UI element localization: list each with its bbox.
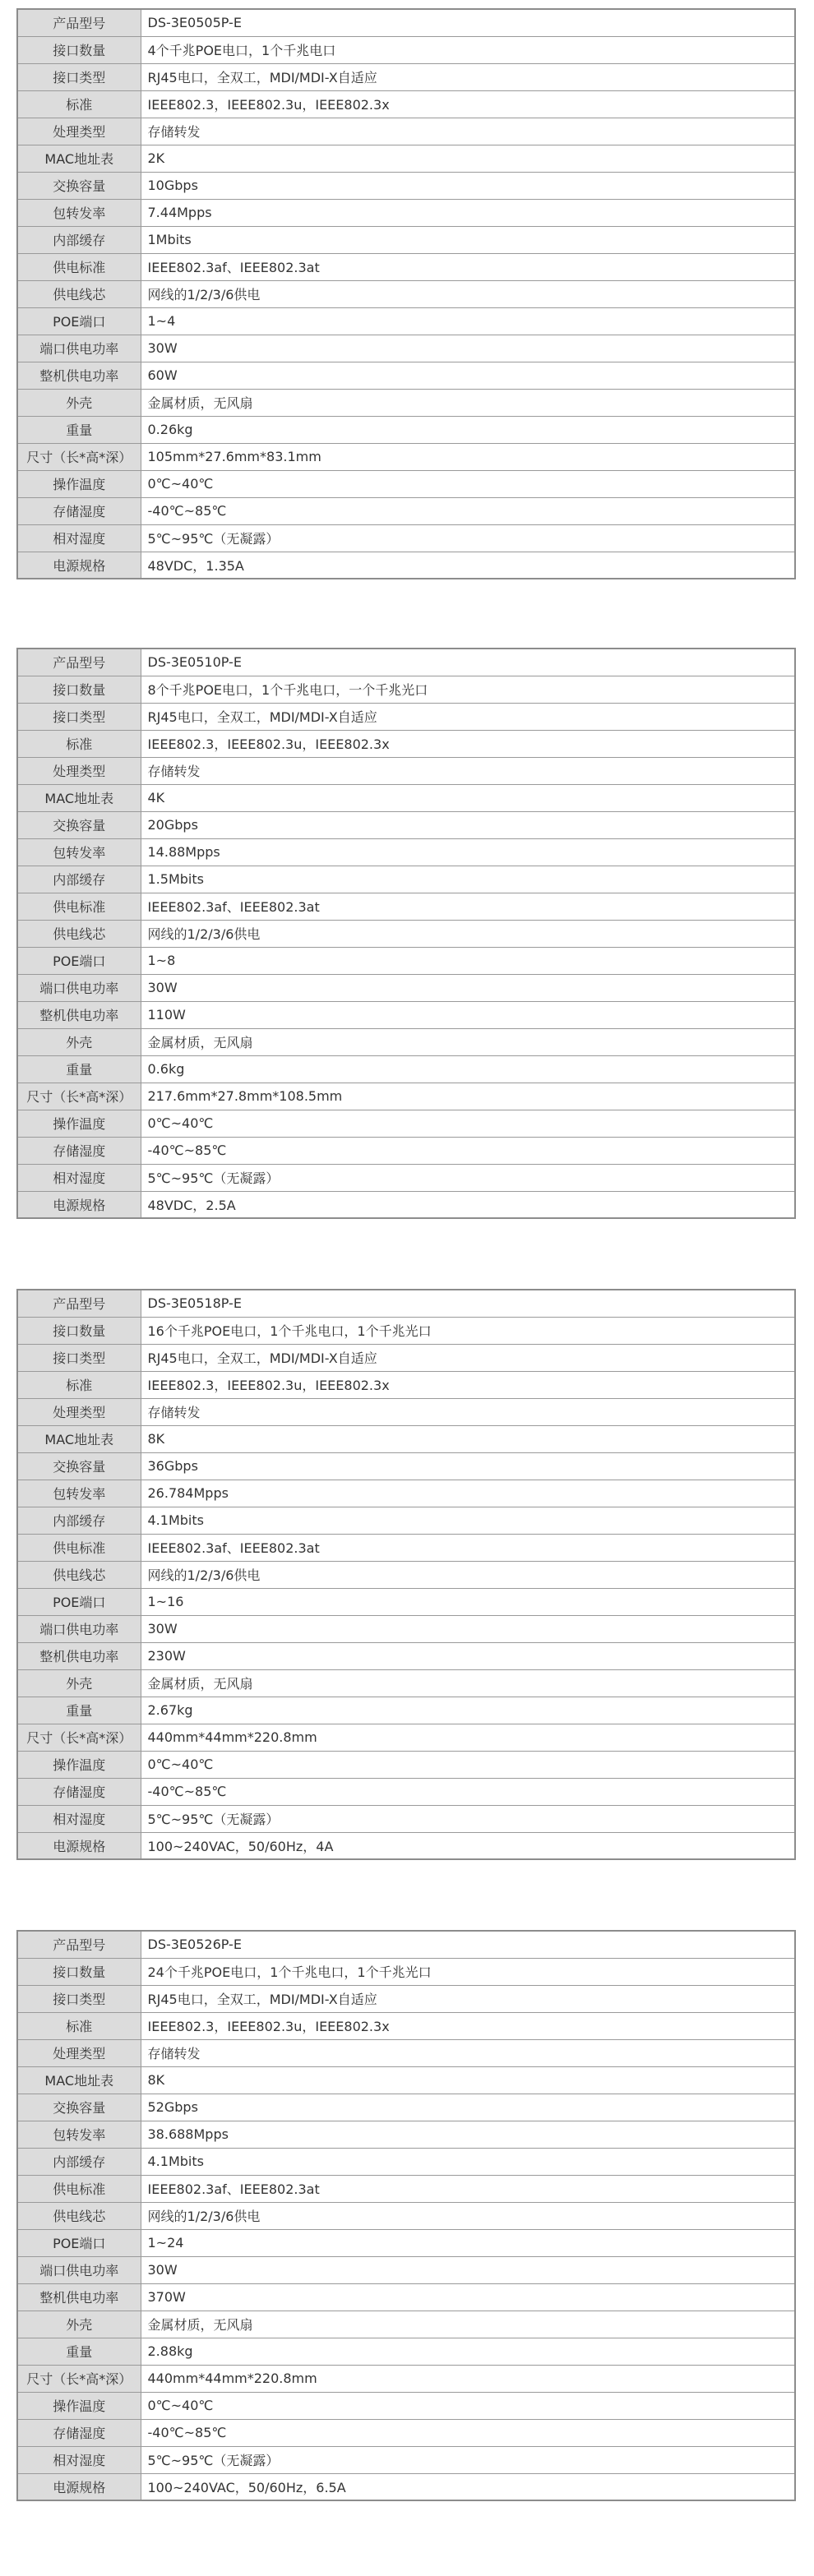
spec-value: 1Mbits bbox=[141, 226, 795, 253]
spec-row bbox=[17, 1344, 795, 1371]
spec-value: -40℃~85℃ bbox=[141, 1778, 795, 1805]
spec-label: 存储湿度 bbox=[17, 2419, 141, 2446]
spec-label: 整机供电功率 bbox=[17, 1642, 141, 1669]
spec-row bbox=[17, 2148, 795, 2175]
spec-value: 1~8 bbox=[141, 947, 795, 974]
spec-value: 1~16 bbox=[141, 1588, 795, 1615]
spec-label: 外壳 bbox=[17, 1028, 141, 1055]
spec-value: 7.44Mpps bbox=[141, 199, 795, 226]
spec-value: 440mm*44mm*220.8mm bbox=[141, 2365, 795, 2392]
spec-row bbox=[17, 838, 795, 866]
spec-row bbox=[17, 2175, 795, 2202]
spec-row bbox=[17, 2039, 795, 2066]
spec-label: 包转发率 bbox=[17, 199, 141, 226]
spec-row bbox=[17, 2365, 795, 2392]
spec-row bbox=[17, 362, 795, 389]
spec-value: 100~240VAC，50/60Hz，6.5A bbox=[141, 2473, 795, 2500]
spec-label: 相对湿度 bbox=[17, 2446, 141, 2473]
spec-value: DS-3E0510P-E bbox=[141, 649, 795, 676]
spec-label: 操作温度 bbox=[17, 470, 141, 497]
spec-value: IEEE802.3，IEEE802.3u，IEEE802.3x bbox=[141, 90, 795, 118]
spec-value: 金属材质，无风扇 bbox=[141, 389, 795, 416]
spec-row bbox=[17, 1001, 795, 1028]
spec-value: 金属材质，无风扇 bbox=[141, 2311, 795, 2338]
spec-row bbox=[17, 307, 795, 335]
spec-table-ds-3e0505p-e bbox=[16, 8, 796, 579]
spec-label: 交换容量 bbox=[17, 811, 141, 838]
spec-label: 尺寸（长*高*深） bbox=[17, 443, 141, 470]
spec-value: RJ45电口，全双工，MDI/MDI-X自适应 bbox=[141, 703, 795, 730]
spec-label: 端口供电功率 bbox=[17, 2256, 141, 2283]
spec-row bbox=[17, 63, 795, 90]
spec-label: 外壳 bbox=[17, 1669, 141, 1697]
spec-value: 存储转发 bbox=[141, 757, 795, 784]
spec-row bbox=[17, 226, 795, 253]
spec-row bbox=[17, 280, 795, 307]
spec-value: 8个千兆POE电口，1个千兆电口，一个千兆光口 bbox=[141, 676, 795, 703]
spec-label: 供电标准 bbox=[17, 253, 141, 280]
spec-value: RJ45电口，全双工，MDI/MDI-X自适应 bbox=[141, 1344, 795, 1371]
spec-row bbox=[17, 1958, 795, 1985]
spec-value: 48VDC，2.5A bbox=[141, 1191, 795, 1218]
spec-value: 60W bbox=[141, 362, 795, 389]
spec-value: 4.1Mbits bbox=[141, 2148, 795, 2175]
spec-label: 外壳 bbox=[17, 389, 141, 416]
spec-value: IEEE802.3，IEEE802.3u，IEEE802.3x bbox=[141, 1371, 795, 1398]
spec-value: 0℃~40℃ bbox=[141, 1751, 795, 1778]
spec-label: 供电线芯 bbox=[17, 920, 141, 947]
spec-row bbox=[17, 1985, 795, 2012]
spec-row bbox=[17, 676, 795, 703]
spec-label: 产品型号 bbox=[17, 9, 141, 36]
spec-row bbox=[17, 2283, 795, 2311]
spec-label: 电源规格 bbox=[17, 2473, 141, 2500]
spec-label: 内部缓存 bbox=[17, 866, 141, 893]
spec-row bbox=[17, 947, 795, 974]
spec-value: 0.6kg bbox=[141, 1055, 795, 1083]
spec-row bbox=[17, 1371, 795, 1398]
spec-value: 0.26kg bbox=[141, 416, 795, 443]
spec-row bbox=[17, 552, 795, 579]
spec-label: 交换容量 bbox=[17, 172, 141, 199]
spec-label: 相对湿度 bbox=[17, 1164, 141, 1191]
spec-label: 供电线芯 bbox=[17, 280, 141, 307]
spec-row bbox=[17, 2012, 795, 2039]
spec-value: -40℃~85℃ bbox=[141, 497, 795, 524]
spec-value: 440mm*44mm*220.8mm bbox=[141, 1724, 795, 1751]
spec-value: 105mm*27.6mm*83.1mm bbox=[141, 443, 795, 470]
spec-value: IEEE802.3af、IEEE802.3at bbox=[141, 1534, 795, 1561]
spec-label: 供电线芯 bbox=[17, 1561, 141, 1588]
spec-label: 操作温度 bbox=[17, 1751, 141, 1778]
spec-value: 30W bbox=[141, 1615, 795, 1642]
spec-value: 网线的1/2/3/6供电 bbox=[141, 920, 795, 947]
spec-label: 尺寸（长*高*深） bbox=[17, 1083, 141, 1110]
spec-label: 存储湿度 bbox=[17, 1778, 141, 1805]
spec-value: 0℃~40℃ bbox=[141, 1110, 795, 1137]
spec-value: 48VDC，1.35A bbox=[141, 552, 795, 579]
spec-value: DS-3E0526P-E bbox=[141, 1931, 795, 1958]
spec-value: 2K bbox=[141, 145, 795, 172]
spec-row bbox=[17, 1724, 795, 1751]
spec-row bbox=[17, 1452, 795, 1480]
spec-label: MAC地址表 bbox=[17, 1425, 141, 1452]
spec-label: 产品型号 bbox=[17, 649, 141, 676]
spec-label: 重量 bbox=[17, 2338, 141, 2365]
spec-value: 0℃~40℃ bbox=[141, 2392, 795, 2419]
spec-label: 内部缓存 bbox=[17, 226, 141, 253]
spec-label: MAC地址表 bbox=[17, 145, 141, 172]
spec-value: 30W bbox=[141, 335, 795, 362]
spec-label: POE端口 bbox=[17, 307, 141, 335]
spec-row bbox=[17, 1398, 795, 1425]
spec-row bbox=[17, 1931, 795, 1958]
spec-row bbox=[17, 920, 795, 947]
spec-value: 52Gbps bbox=[141, 2094, 795, 2121]
spec-row bbox=[17, 893, 795, 920]
spec-value: 存储转发 bbox=[141, 2039, 795, 2066]
spec-row bbox=[17, 443, 795, 470]
spec-row bbox=[17, 2311, 795, 2338]
spec-row bbox=[17, 811, 795, 838]
spec-value: 5℃~95℃（无凝露） bbox=[141, 524, 795, 552]
spec-label: 接口类型 bbox=[17, 63, 141, 90]
spec-label: 处理类型 bbox=[17, 118, 141, 145]
spec-label: 接口类型 bbox=[17, 1985, 141, 2012]
spec-row bbox=[17, 1317, 795, 1344]
spec-value: 2.67kg bbox=[141, 1697, 795, 1724]
spec-value: 30W bbox=[141, 974, 795, 1001]
spec-row bbox=[17, 784, 795, 811]
spec-label: 相对湿度 bbox=[17, 1805, 141, 1832]
spec-label: 处理类型 bbox=[17, 1398, 141, 1425]
spec-value: 存储转发 bbox=[141, 118, 795, 145]
spec-label: 存储湿度 bbox=[17, 497, 141, 524]
spec-value: IEEE802.3af、IEEE802.3at bbox=[141, 2175, 795, 2202]
spec-row bbox=[17, 2094, 795, 2121]
spec-row bbox=[17, 199, 795, 226]
spec-row bbox=[17, 335, 795, 362]
spec-row bbox=[17, 1507, 795, 1534]
spec-row bbox=[17, 866, 795, 893]
spec-row bbox=[17, 2446, 795, 2473]
spec-row bbox=[17, 2473, 795, 2500]
spec-label: 接口类型 bbox=[17, 703, 141, 730]
spec-label: 内部缓存 bbox=[17, 1507, 141, 1534]
spec-label: POE端口 bbox=[17, 2229, 141, 2256]
spec-value: 38.688Mpps bbox=[141, 2121, 795, 2148]
spec-value: RJ45电口，全双工，MDI/MDI-X自适应 bbox=[141, 63, 795, 90]
spec-label: 标准 bbox=[17, 730, 141, 757]
spec-row bbox=[17, 470, 795, 497]
spec-row bbox=[17, 1137, 795, 1164]
spec-label: 处理类型 bbox=[17, 2039, 141, 2066]
spec-row bbox=[17, 1805, 795, 1832]
spec-label: 整机供电功率 bbox=[17, 2283, 141, 2311]
spec-value: 1~24 bbox=[141, 2229, 795, 2256]
spec-label: 电源规格 bbox=[17, 552, 141, 579]
spec-label: 整机供电功率 bbox=[17, 1001, 141, 1028]
spec-row bbox=[17, 1642, 795, 1669]
spec-row bbox=[17, 1588, 795, 1615]
spec-row bbox=[17, 649, 795, 676]
spec-label: 重量 bbox=[17, 1697, 141, 1724]
spec-row bbox=[17, 1083, 795, 1110]
spec-table-ds-3e0510p-e bbox=[16, 648, 796, 1219]
spec-label: 操作温度 bbox=[17, 1110, 141, 1137]
spec-row bbox=[17, 1561, 795, 1588]
spec-label: 供电标准 bbox=[17, 2175, 141, 2202]
spec-label: 包转发率 bbox=[17, 2121, 141, 2148]
spec-label: 接口数量 bbox=[17, 36, 141, 63]
spec-row bbox=[17, 1425, 795, 1452]
spec-label: 接口数量 bbox=[17, 1317, 141, 1344]
spec-label: 端口供电功率 bbox=[17, 974, 141, 1001]
spec-value: IEEE802.3，IEEE802.3u，IEEE802.3x bbox=[141, 2012, 795, 2039]
spec-value: RJ45电口，全双工，MDI/MDI-X自适应 bbox=[141, 1985, 795, 2012]
spec-label: 产品型号 bbox=[17, 1931, 141, 1958]
spec-label: 端口供电功率 bbox=[17, 1615, 141, 1642]
spec-value: 1.5Mbits bbox=[141, 866, 795, 893]
spec-row bbox=[17, 90, 795, 118]
spec-row bbox=[17, 524, 795, 552]
spec-value: 1~4 bbox=[141, 307, 795, 335]
spec-value: 30W bbox=[141, 2256, 795, 2283]
spec-label: 电源规格 bbox=[17, 1191, 141, 1218]
spec-value: 金属材质，无风扇 bbox=[141, 1669, 795, 1697]
spec-label: 标准 bbox=[17, 90, 141, 118]
spec-value: 2.88kg bbox=[141, 2338, 795, 2365]
spec-row bbox=[17, 1028, 795, 1055]
spec-label: 接口类型 bbox=[17, 1344, 141, 1371]
spec-label: 产品型号 bbox=[17, 1290, 141, 1317]
spec-value: 217.6mm*27.8mm*108.5mm bbox=[141, 1083, 795, 1110]
spec-label: 尺寸（长*高*深） bbox=[17, 2365, 141, 2392]
spec-value: 110W bbox=[141, 1001, 795, 1028]
spec-value: 230W bbox=[141, 1642, 795, 1669]
spec-label: 电源规格 bbox=[17, 1832, 141, 1859]
spec-label: 重量 bbox=[17, 416, 141, 443]
spec-label: 包转发率 bbox=[17, 838, 141, 866]
spec-label: 标准 bbox=[17, 2012, 141, 2039]
spec-value: DS-3E0505P-E bbox=[141, 9, 795, 36]
spec-value: 8K bbox=[141, 1425, 795, 1452]
spec-value: 24个千兆POE电口，1个千兆电口，1个千兆光口 bbox=[141, 1958, 795, 1985]
spec-row bbox=[17, 416, 795, 443]
spec-row bbox=[17, 730, 795, 757]
spec-value: IEEE802.3af、IEEE802.3at bbox=[141, 893, 795, 920]
spec-value: 16个千兆POE电口，1个千兆电口，1个千兆光口 bbox=[141, 1317, 795, 1344]
spec-row bbox=[17, 2202, 795, 2229]
spec-row bbox=[17, 389, 795, 416]
spec-label: 相对湿度 bbox=[17, 524, 141, 552]
spec-row bbox=[17, 2419, 795, 2446]
spec-row bbox=[17, 974, 795, 1001]
spec-row bbox=[17, 145, 795, 172]
spec-label: 外壳 bbox=[17, 2311, 141, 2338]
spec-row bbox=[17, 118, 795, 145]
spec-label: 标准 bbox=[17, 1371, 141, 1398]
spec-label: 重量 bbox=[17, 1055, 141, 1083]
spec-row bbox=[17, 1832, 795, 1859]
spec-row bbox=[17, 1697, 795, 1724]
spec-value: 网线的1/2/3/6供电 bbox=[141, 2202, 795, 2229]
spec-value: 0℃~40℃ bbox=[141, 470, 795, 497]
spec-label: 供电标准 bbox=[17, 1534, 141, 1561]
spec-row bbox=[17, 703, 795, 730]
spec-value: 5℃~95℃（无凝露） bbox=[141, 1805, 795, 1832]
spec-row bbox=[17, 1534, 795, 1561]
spec-label: 整机供电功率 bbox=[17, 362, 141, 389]
spec-value: 370W bbox=[141, 2283, 795, 2311]
spec-value: 网线的1/2/3/6供电 bbox=[141, 280, 795, 307]
spec-label: 交换容量 bbox=[17, 1452, 141, 1480]
spec-value: 36Gbps bbox=[141, 1452, 795, 1480]
spec-value: 14.88Mpps bbox=[141, 838, 795, 866]
spec-table-ds-3e0518p-e bbox=[16, 1289, 796, 1860]
spec-label: 操作温度 bbox=[17, 2392, 141, 2419]
spec-value: 5℃~95℃（无凝露） bbox=[141, 2446, 795, 2473]
spec-row bbox=[17, 757, 795, 784]
spec-label: 供电线芯 bbox=[17, 2202, 141, 2229]
spec-row bbox=[17, 1110, 795, 1137]
spec-label: 接口数量 bbox=[17, 1958, 141, 1985]
spec-value: -40℃~85℃ bbox=[141, 2419, 795, 2446]
spec-value: 10Gbps bbox=[141, 172, 795, 199]
spec-value: 100~240VAC，50/60Hz，4A bbox=[141, 1832, 795, 1859]
spec-row bbox=[17, 2229, 795, 2256]
spec-row bbox=[17, 1615, 795, 1642]
spec-value: -40℃~85℃ bbox=[141, 1137, 795, 1164]
spec-value: 金属材质，无风扇 bbox=[141, 1028, 795, 1055]
spec-label: 端口供电功率 bbox=[17, 335, 141, 362]
spec-label: 交换容量 bbox=[17, 2094, 141, 2121]
spec-value: IEEE802.3af、IEEE802.3at bbox=[141, 253, 795, 280]
spec-label: POE端口 bbox=[17, 947, 141, 974]
spec-label: 供电标准 bbox=[17, 893, 141, 920]
spec-label: 接口数量 bbox=[17, 676, 141, 703]
spec-row bbox=[17, 9, 795, 36]
spec-label: 存储湿度 bbox=[17, 1137, 141, 1164]
spec-value: 存储转发 bbox=[141, 1398, 795, 1425]
spec-label: 尺寸（长*高*深） bbox=[17, 1724, 141, 1751]
spec-row bbox=[17, 497, 795, 524]
spec-row bbox=[17, 253, 795, 280]
spec-label: MAC地址表 bbox=[17, 2066, 141, 2094]
spec-row bbox=[17, 2121, 795, 2148]
spec-value: 5℃~95℃（无凝露） bbox=[141, 1164, 795, 1191]
spec-row bbox=[17, 1164, 795, 1191]
spec-row bbox=[17, 1778, 795, 1805]
spec-label: 包转发率 bbox=[17, 1480, 141, 1507]
spec-row bbox=[17, 1669, 795, 1697]
spec-row bbox=[17, 2338, 795, 2365]
spec-value: IEEE802.3，IEEE802.3u，IEEE802.3x bbox=[141, 730, 795, 757]
spec-label: POE端口 bbox=[17, 1588, 141, 1615]
spec-value: 26.784Mpps bbox=[141, 1480, 795, 1507]
spec-row bbox=[17, 2392, 795, 2419]
spec-value: 8K bbox=[141, 2066, 795, 2094]
spec-label: 处理类型 bbox=[17, 757, 141, 784]
spec-row bbox=[17, 2256, 795, 2283]
spec-label: MAC地址表 bbox=[17, 784, 141, 811]
spec-row bbox=[17, 1290, 795, 1317]
spec-value: 4个千兆POE电口，1个千兆电口 bbox=[141, 36, 795, 63]
spec-row bbox=[17, 1480, 795, 1507]
spec-row bbox=[17, 1751, 795, 1778]
spec-row bbox=[17, 2066, 795, 2094]
spec-value: 20Gbps bbox=[141, 811, 795, 838]
spec-label: 内部缓存 bbox=[17, 2148, 141, 2175]
spec-table-ds-3e0526p-e bbox=[16, 1930, 796, 2501]
spec-row bbox=[17, 172, 795, 199]
spec-value: 4.1Mbits bbox=[141, 1507, 795, 1534]
spec-row bbox=[17, 1055, 795, 1083]
spec-value: DS-3E0518P-E bbox=[141, 1290, 795, 1317]
spec-value: 4K bbox=[141, 784, 795, 811]
spec-row bbox=[17, 36, 795, 63]
spec-value: 网线的1/2/3/6供电 bbox=[141, 1561, 795, 1588]
spec-row bbox=[17, 1191, 795, 1218]
